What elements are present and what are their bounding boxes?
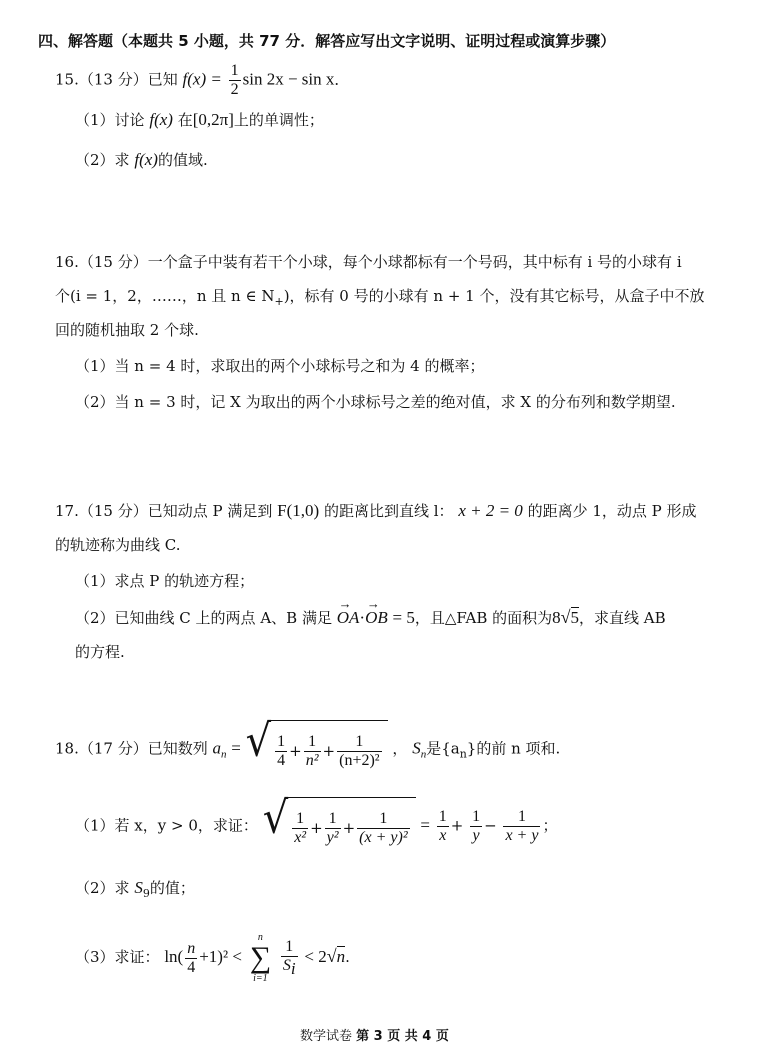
q17-area-radicand: 5 (570, 608, 580, 627)
q18-part2 (75, 876, 195, 906)
footer-subject: 数学试卷 (300, 1029, 353, 1044)
section-title: 四、解答题（本题共 5 小题，共 77 分．解答应写出文字说明、证明过程或演算步骤） (38, 32, 616, 50)
q17-line2: 的轨迹称为曲线 C. (55, 536, 181, 554)
q18-p1-term1 (292, 810, 308, 847)
q18-p3-lt: < 2 (304, 947, 327, 966)
q18-t2-den: n² (305, 751, 319, 769)
q18-stem-b: ， (392, 739, 408, 758)
q18-p3-sum (250, 932, 271, 984)
q18-sqrt: √ $\frac{1}{4}$ + $\frac{1}{\text{n²}}$ + $\frac{1}{\text{(n+2)²}}$ (246, 720, 388, 779)
q18-stem-c-sub: n (459, 747, 467, 761)
q15-number: 15. (55, 70, 79, 89)
q15-p1-label: （1） (75, 111, 115, 129)
q18-p2-s: S (134, 878, 143, 897)
q18-score: （17 分） (78, 739, 148, 758)
q18-p2-b: 的值； (149, 879, 195, 897)
q18-p3-a: （3）求证： (75, 948, 160, 966)
q18-t1-den: 4 (277, 751, 286, 769)
q18-p1-t1-num: 1 (292, 810, 308, 829)
q17-part2: （2）已知曲线 C 上的两点 A、B 满足 → OA·→ OB = 5，且△FAB 的面积为8√5，求直线 AB (75, 605, 666, 630)
q15-p2-label: （2） (75, 151, 115, 169)
q18-p3-fd: 4 (187, 958, 196, 976)
q17-p2-b: ，且△FAB 的面积为 (414, 609, 553, 627)
q16-part2: （2）当 n = 3 时，记 X 为取出的两个小球标号之差的绝对值，求 X 的分布列和数学期望. (75, 393, 676, 411)
q15-p1-text-c: 上的单调性； (233, 111, 324, 129)
q16-line2-sub: + (274, 295, 284, 308)
q18-p2-sub: 9 (142, 887, 150, 900)
q16-line2 (55, 284, 704, 314)
q17-dot-value: = 5 (392, 608, 415, 627)
q15-p2-math-a: f(x) (134, 150, 158, 169)
q18-p1-rhs2 (470, 808, 482, 845)
q18-t3-den: (n+2)² (339, 751, 380, 769)
q17-dot: · (359, 608, 366, 627)
q18-stem-d: }的前 n 项和. (466, 739, 561, 758)
q16-score: （15 分） (78, 253, 148, 271)
q17-line1-b: 的距离比到直线 l： (323, 502, 454, 520)
q18-sn: S (412, 738, 421, 758)
q18-p1-t2-den: y² (326, 828, 339, 846)
q18-part1: （1）若 x，y > 0，求证： √ $\frac{1}{\text{x²}}$ + $\frac{1}{\text{y²}}$ + $\frac{1}{\text{(x + y)²}}$ = $\frac{1}{x}$ + $\frac{1}{y}$ − $\frac{1}{x + y}$ ； (75, 797, 557, 856)
q18-an: a (212, 738, 222, 758)
q15-part1 (75, 108, 324, 132)
q18-p3-sf-den-sub: i (290, 959, 296, 979)
q18-p3-sum-bottom: i=1 (253, 973, 268, 984)
q18-p3-mid: +1)² < (199, 947, 242, 966)
q18-an-sub: n (221, 748, 227, 761)
q18-term3 (337, 733, 381, 770)
q17-p2-a: （2）已知曲线 C 上的两点 A、B 满足 (75, 609, 332, 627)
q15-p1-text-a: 讨论 (114, 111, 145, 129)
q18-p1-a: （1）若 x，y > 0，求证： (75, 816, 258, 835)
q16-line3: 回的随机抽取 2 个球. (55, 321, 199, 339)
q18-p1-r3-num: 1 (503, 808, 540, 827)
q18-stem (55, 715, 561, 783)
q17-area-coef: 8 (552, 608, 561, 627)
q17-line1-c: 的距离少 1，动点 P 形成 (527, 502, 697, 520)
q18-stem-a: 已知数列 (147, 739, 208, 758)
q17-score: （15 分） (78, 502, 148, 520)
q16-line2-b: )，标有 0 号的小球有 n + 1 个，没有其它标号，从盒子中不放 (283, 287, 705, 305)
q18-p3-fn: n (187, 939, 196, 957)
q16-line2-a: 个(i = 1，2，……，n 且 n ∈ N (55, 287, 275, 305)
q15-func-lhs: f(x) = (182, 69, 222, 89)
q18-p3-end: . (345, 948, 350, 966)
q17-part1: （1）求点 P 的轨迹方程； (75, 572, 255, 590)
q18-p1-r1-den: x (439, 827, 447, 844)
q16-line1-text: 一个盒子中装有若干个小球，每个小球都标有一个号码，其中标有 i 号的小球有 i (147, 253, 682, 271)
q15-score: （13 分） (78, 70, 148, 89)
q18-p1-r2-num: 1 (472, 808, 481, 825)
q15-frac-num: 1 (230, 62, 239, 79)
q16-number: 16. (55, 253, 79, 271)
q18-p1-rhs1 (437, 808, 449, 845)
q17-number: 17. (55, 502, 79, 520)
q18-p3-sum-sigma: ∑ (249, 941, 272, 974)
q16-part1: （1）当 n = 4 时，求取出的两个小球标号之和为 4 的概率； (75, 357, 485, 375)
q18-part3: （3）求证： ln( $\frac{n}{4}$ +1)² < n ∑ i=1 $\frac{1}{S_i}$ < 2√n. (75, 932, 350, 984)
q18-term1 (275, 733, 287, 770)
q18-sn-sub: n (420, 748, 427, 761)
q18-p1-t3-den: (x + y)² (359, 828, 408, 846)
q18-stem-c: 是{a (426, 739, 460, 758)
q18-p3-sfrac (281, 938, 298, 978)
q18-p2-a: （2）求 (75, 879, 130, 897)
q15-stem-prefix: 已知 (147, 70, 178, 89)
q18-p1-sqrt: √ $\frac{1}{\text{x²}}$ + $\frac{1}{\text{y²}}$ + $\frac{1}{\text{(x + y)²}}$ (263, 797, 416, 856)
q15-func-rhs: sin 2x − sin x (242, 69, 335, 89)
footer-page-number: 第 3 页 共 4 页 (356, 1029, 449, 1044)
q18-t3-num: 1 (337, 733, 381, 752)
q18-t1-num: 1 (277, 732, 286, 750)
q18-p1-r3-den: x + y (505, 827, 539, 844)
q15-frac-den: 2 (230, 81, 239, 98)
q17-vector-ob: → OB (365, 606, 388, 630)
q15-part2 (75, 148, 208, 172)
q15-stem (55, 62, 349, 99)
q17-line1 (55, 499, 697, 523)
q15-p2-text-a: 求 (114, 151, 130, 169)
q17-p2-c: ，求直线 AB (579, 609, 666, 627)
q15-p2-text-b: 的值域. (157, 151, 208, 169)
q18-number: 18. (55, 739, 79, 758)
q18-p1-rhs3 (503, 808, 540, 845)
q18-p1-t2-num: 1 (325, 810, 341, 829)
q18-p3-radicand: n (336, 947, 346, 966)
q18-p1-t3-num: 1 (357, 810, 409, 829)
q15-p1-math-a: f(x) (149, 110, 173, 129)
q16-line1 (55, 250, 682, 274)
q18-p3-sf-den: S (282, 956, 291, 974)
q18-p1-r2-den: y (472, 827, 480, 844)
q17-part2-cont: 的方程. (75, 643, 125, 661)
q18-t2-num: 1 (304, 733, 321, 752)
q18-eq: = (231, 738, 241, 758)
q18-p1-t1-den: x² (294, 828, 307, 846)
q17-point-f: F(1,0) (277, 501, 320, 520)
q15-p1-interval: [0,2π] (192, 110, 234, 129)
q18-term2 (304, 733, 321, 770)
q18-p1-term2 (325, 810, 341, 847)
q18-p3-frac (185, 940, 197, 977)
q15-fraction (229, 62, 241, 99)
q15-end: ． (334, 70, 350, 89)
q17-line-eq: x + 2 = 0 (458, 501, 523, 520)
q17-vector-oa: → OA (337, 606, 360, 630)
q18-p1-r1-num: 1 (438, 808, 447, 825)
q18-p3-sum-top: n (257, 932, 263, 943)
q18-p1-term3 (357, 810, 409, 847)
q15-p1-text-b: 在 (177, 111, 193, 129)
q18-p1-end: ； (542, 816, 558, 835)
q17-line1-a: 已知动点 P 满足到 (147, 502, 273, 520)
q18-p3-sf-num: 1 (281, 938, 298, 957)
page-footer (300, 1025, 449, 1049)
q18-p3-ln: ln( (164, 947, 184, 966)
